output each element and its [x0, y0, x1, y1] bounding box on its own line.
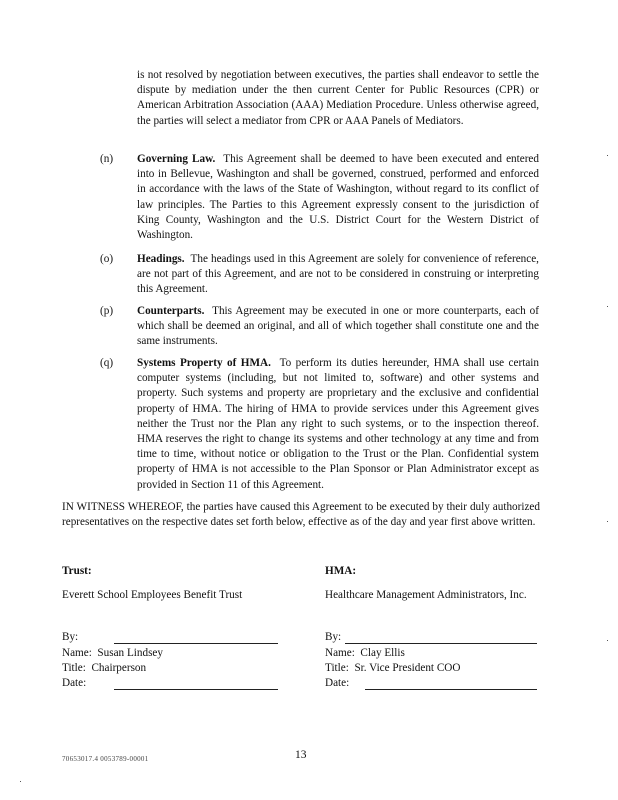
- section-heading: Counterparts.: [137, 305, 205, 317]
- name-line: Name: Clay Ellis: [325, 647, 405, 659]
- date-label: Date:: [62, 677, 87, 689]
- section-heading: Governing Law.: [137, 153, 216, 165]
- date-line[interactable]: [325, 676, 540, 691]
- signer-name: Clay Ellis: [360, 647, 405, 659]
- section-text: To perform its duties hereunder, HMA shall use certain computer systems (including, but not limited to, software) and other systems and property. Such systems and property are proprietary and the exclusive and confidential property of HMA. The hiring of HMA to provide services under this Agreement gives neither the Trust nor the Plan any right to such systems, or to the inspection thereof. HMA reserves the right to change its systems and other technology at any time and from time to time, without notice or obligation to the Trust or the Plan. Confidential system property of HMA is not accessible to the Plan Sponsor or Plan Administrator except as provided in Section 11 of this Agreement.: [137, 357, 539, 491]
- signature-line: [114, 632, 278, 644]
- signer-title: Chairperson: [91, 662, 147, 674]
- section-letter: (o): [100, 253, 114, 265]
- witness-clause: IN WITNESS WHEREOF, the parties have caused this Agreement to be executed by their duly authorized representatives on the respective dates set forth below, effective as of the day and year first above written.: [62, 501, 540, 529]
- party-label: HMA:: [325, 565, 357, 577]
- section-body: [137, 252, 539, 298]
- scan-speck: [607, 306, 608, 307]
- signature-line: [345, 632, 537, 644]
- by-label: By:: [62, 631, 79, 643]
- signer-name: Susan Lindsey: [97, 647, 163, 659]
- title-line: Title: Sr. Vice President COO: [325, 662, 461, 674]
- section-heading: Systems Property of HMA.: [137, 357, 271, 369]
- date-signature-line: [365, 678, 537, 690]
- section-text: The headings used in this Agreement are solely for convenience of reference, are not part of this Agreement, and are not to be considered in construing or interpreting this Agreement.: [137, 253, 539, 296]
- party-label: Trust:: [62, 565, 92, 577]
- by-line[interactable]: [62, 630, 292, 645]
- title-line: Title: Chairperson: [62, 662, 147, 674]
- by-line[interactable]: [325, 630, 540, 645]
- by-label: By:: [325, 631, 342, 643]
- section-body: [137, 356, 539, 493]
- scan-speck: [607, 521, 608, 522]
- section-text: This Agreement may be executed in one or more counterparts, each of which shall be deemed an original, and all of which together shall constitute one and the same instruments.: [137, 305, 539, 348]
- section-letter: (p): [100, 305, 114, 317]
- scan-speck: [20, 781, 21, 782]
- section-body: [137, 152, 539, 243]
- party-entity: Healthcare Management Administrators, Inc.: [325, 589, 527, 601]
- section-body: [137, 304, 539, 350]
- date-signature-line: [114, 678, 278, 690]
- scan-speck: [607, 640, 608, 641]
- continued-paragraph: is not resolved by negotiation between executives, the parties shall endeavor to settle the dispute by mediation under the then current Center for Public Resources (CPR) or American Arbitration Association (AAA) Mediation Procedure. Unless otherwise agreed, the parties will select a mediator from CPR or AAA Panels of Mediators.: [137, 69, 539, 127]
- section-heading: Headings.: [137, 253, 185, 265]
- party-entity: Everett School Employees Benefit Trust: [62, 589, 243, 601]
- scan-speck: [607, 155, 608, 156]
- section-letter: (q): [100, 357, 114, 369]
- signer-title: Sr. Vice President COO: [354, 662, 461, 674]
- page-number: 13: [295, 749, 307, 761]
- date-line[interactable]: [62, 676, 292, 691]
- date-label: Date:: [325, 677, 350, 689]
- section-letter: (n): [100, 153, 114, 165]
- name-line: Name: Susan Lindsey: [62, 647, 163, 659]
- document-code: 70653017.4 0053789-00001: [62, 755, 149, 763]
- section-text: This Agreement shall be deemed to have been executed and entered into in Bellevue, Washington and shall be governed, construed, performed and enforced in accordance with the laws of the State of Washington, without regard to its conflict of law principles. The Parties to this Agreement expressly consent to the jurisdiction of King County, Washington and the U.S. District Court for the Western District of Washington.: [137, 153, 539, 242]
